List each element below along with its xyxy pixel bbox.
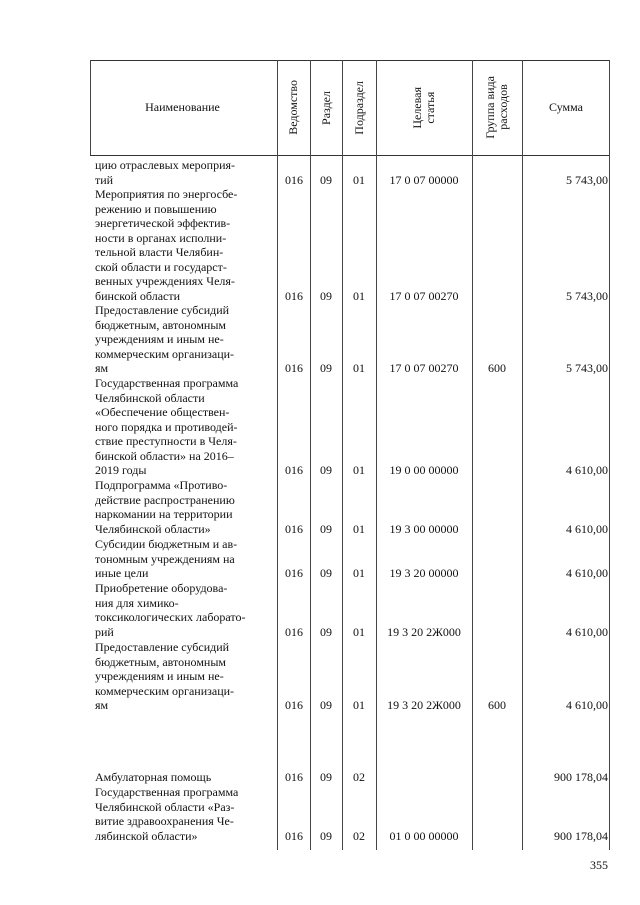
row-summa: 5 743,00	[566, 288, 608, 303]
row-ved: 016	[285, 172, 303, 187]
row-razdel: 09	[320, 698, 332, 712]
row-razdel: 09	[320, 288, 332, 303]
row-celevaya: 19 3 20 00000	[389, 566, 459, 580]
row-name: Государственная программа Челябинской области «Раз- витие здравоохранения Че- лябинской области»	[95, 785, 239, 843]
row-name: Государственная программа Челябинской области «Обеспечение обществен- ного порядка и противодей- ствие преступности в Челя- бинской области» на 2016– 2019 годы	[95, 376, 239, 477]
row-summa: 4 610,00	[566, 463, 608, 477]
header-celevaya	[376, 60, 472, 155]
row-name: Мероприятия по энергосбе- режению и повышению энергетической эффектив- ности в органах исполни- тельной власти Челябин- ской области и государст- венных учреждениях Челя- бинской области	[95, 187, 238, 303]
row-podrazdel: 01	[353, 463, 365, 477]
header-razdel	[310, 60, 342, 155]
row-ved: 016	[285, 288, 303, 303]
header-name-label: Наименование	[145, 100, 220, 114]
row-name: цию отраслевых мероприя- тий	[95, 158, 236, 187]
row-name: Субсидии бюджетным и ав- тономным учреждениям на иные цели	[95, 537, 238, 580]
row-name: Амбулаторная помощь	[95, 770, 212, 784]
row-podrazdel: 02	[353, 828, 365, 843]
row-celevaya: 19 3 20 2Ж000	[387, 624, 461, 639]
row-name: Приобретение оборудова- ния для химико- токсикологических лаборато- рий	[95, 581, 246, 639]
page-number: 355	[590, 858, 608, 872]
row-razdel: 09	[320, 566, 332, 580]
row-summa: 900 178,04	[554, 828, 608, 843]
header-podrazdel	[342, 60, 376, 155]
header-ved	[277, 60, 310, 155]
row-ved: 016	[285, 566, 303, 580]
row-summa: 900 178,04	[554, 770, 608, 784]
row-name: Предоставление субсидий бюджетным, автономным учреждениям и иным не- коммерческим организаци- ям	[95, 640, 235, 712]
header-summa	[522, 60, 610, 155]
row-podrazdel: 02	[353, 770, 365, 784]
row-gruppa: 600	[488, 361, 506, 375]
row-name: Подпрограмма «Противо- действие распространению наркомании на территории Челябинской области»	[95, 478, 235, 536]
header-celevaya-label: Целевая статья	[410, 86, 437, 129]
row-ved: 016	[285, 463, 303, 477]
row-razdel: 09	[320, 624, 332, 639]
row-ved: 016	[285, 828, 303, 843]
row-podrazdel: 01	[353, 361, 365, 375]
row-celevaya: 17 0 07 00000	[389, 172, 459, 187]
row-celevaya: 19 3 20 2Ж000	[387, 698, 461, 712]
row-summa: 5 743,00	[566, 172, 608, 187]
row-razdel: 09	[320, 172, 332, 187]
row-ved: 016	[285, 361, 303, 375]
col-divider-gruppa	[472, 60, 473, 850]
row-podrazdel: 01	[353, 288, 365, 303]
row-ved: 016	[285, 624, 303, 639]
row-celevaya: 17 0 07 00270	[389, 361, 459, 375]
header-podrazdel-label: Подраздел	[351, 80, 366, 135]
header-bottom-border	[90, 155, 610, 156]
header-razdel-label: Раздел	[318, 90, 333, 125]
row-celevaya: 19 0 00 00000	[389, 463, 459, 477]
header-gruppa-label: Группа вида расходов	[483, 76, 510, 139]
row-ved: 016	[285, 770, 303, 784]
table-right-border	[609, 60, 610, 850]
row-summa: 4 610,00	[566, 698, 608, 712]
row-podrazdel: 01	[353, 566, 365, 580]
row-razdel: 09	[320, 521, 332, 536]
row-summa: 4 610,00	[566, 624, 608, 639]
row-name: Предоставление субсидий бюджетным, автономным учреждениям и иным не- коммерческим организаци- ям	[95, 303, 235, 375]
header-gruppa	[472, 60, 522, 155]
row-razdel: 09	[320, 361, 332, 375]
row-summa: 5 743,00	[566, 361, 608, 375]
row-razdel: 09	[320, 770, 332, 784]
row-celevaya: 17 0 07 00270	[389, 288, 459, 303]
row-razdel: 09	[320, 828, 332, 843]
row-podrazdel: 01	[353, 624, 365, 639]
row-celevaya: 01 0 00 00000	[389, 828, 459, 843]
header-ved-label: Ведомство	[286, 80, 300, 135]
header-summa-label: Сумма	[549, 100, 583, 114]
row-razdel: 09	[320, 463, 332, 477]
row-ved: 016	[285, 698, 303, 712]
row-ved: 016	[285, 521, 303, 536]
row-summa: 4 610,00	[566, 521, 608, 536]
row-gruppa: 600	[488, 698, 506, 712]
row-podrazdel: 01	[353, 172, 365, 187]
header-name	[90, 60, 275, 155]
row-summa: 4 610,00	[566, 566, 608, 580]
row-celevaya: 19 3 00 00000	[389, 521, 459, 536]
row-podrazdel: 01	[353, 521, 365, 536]
row-podrazdel: 01	[353, 698, 365, 712]
